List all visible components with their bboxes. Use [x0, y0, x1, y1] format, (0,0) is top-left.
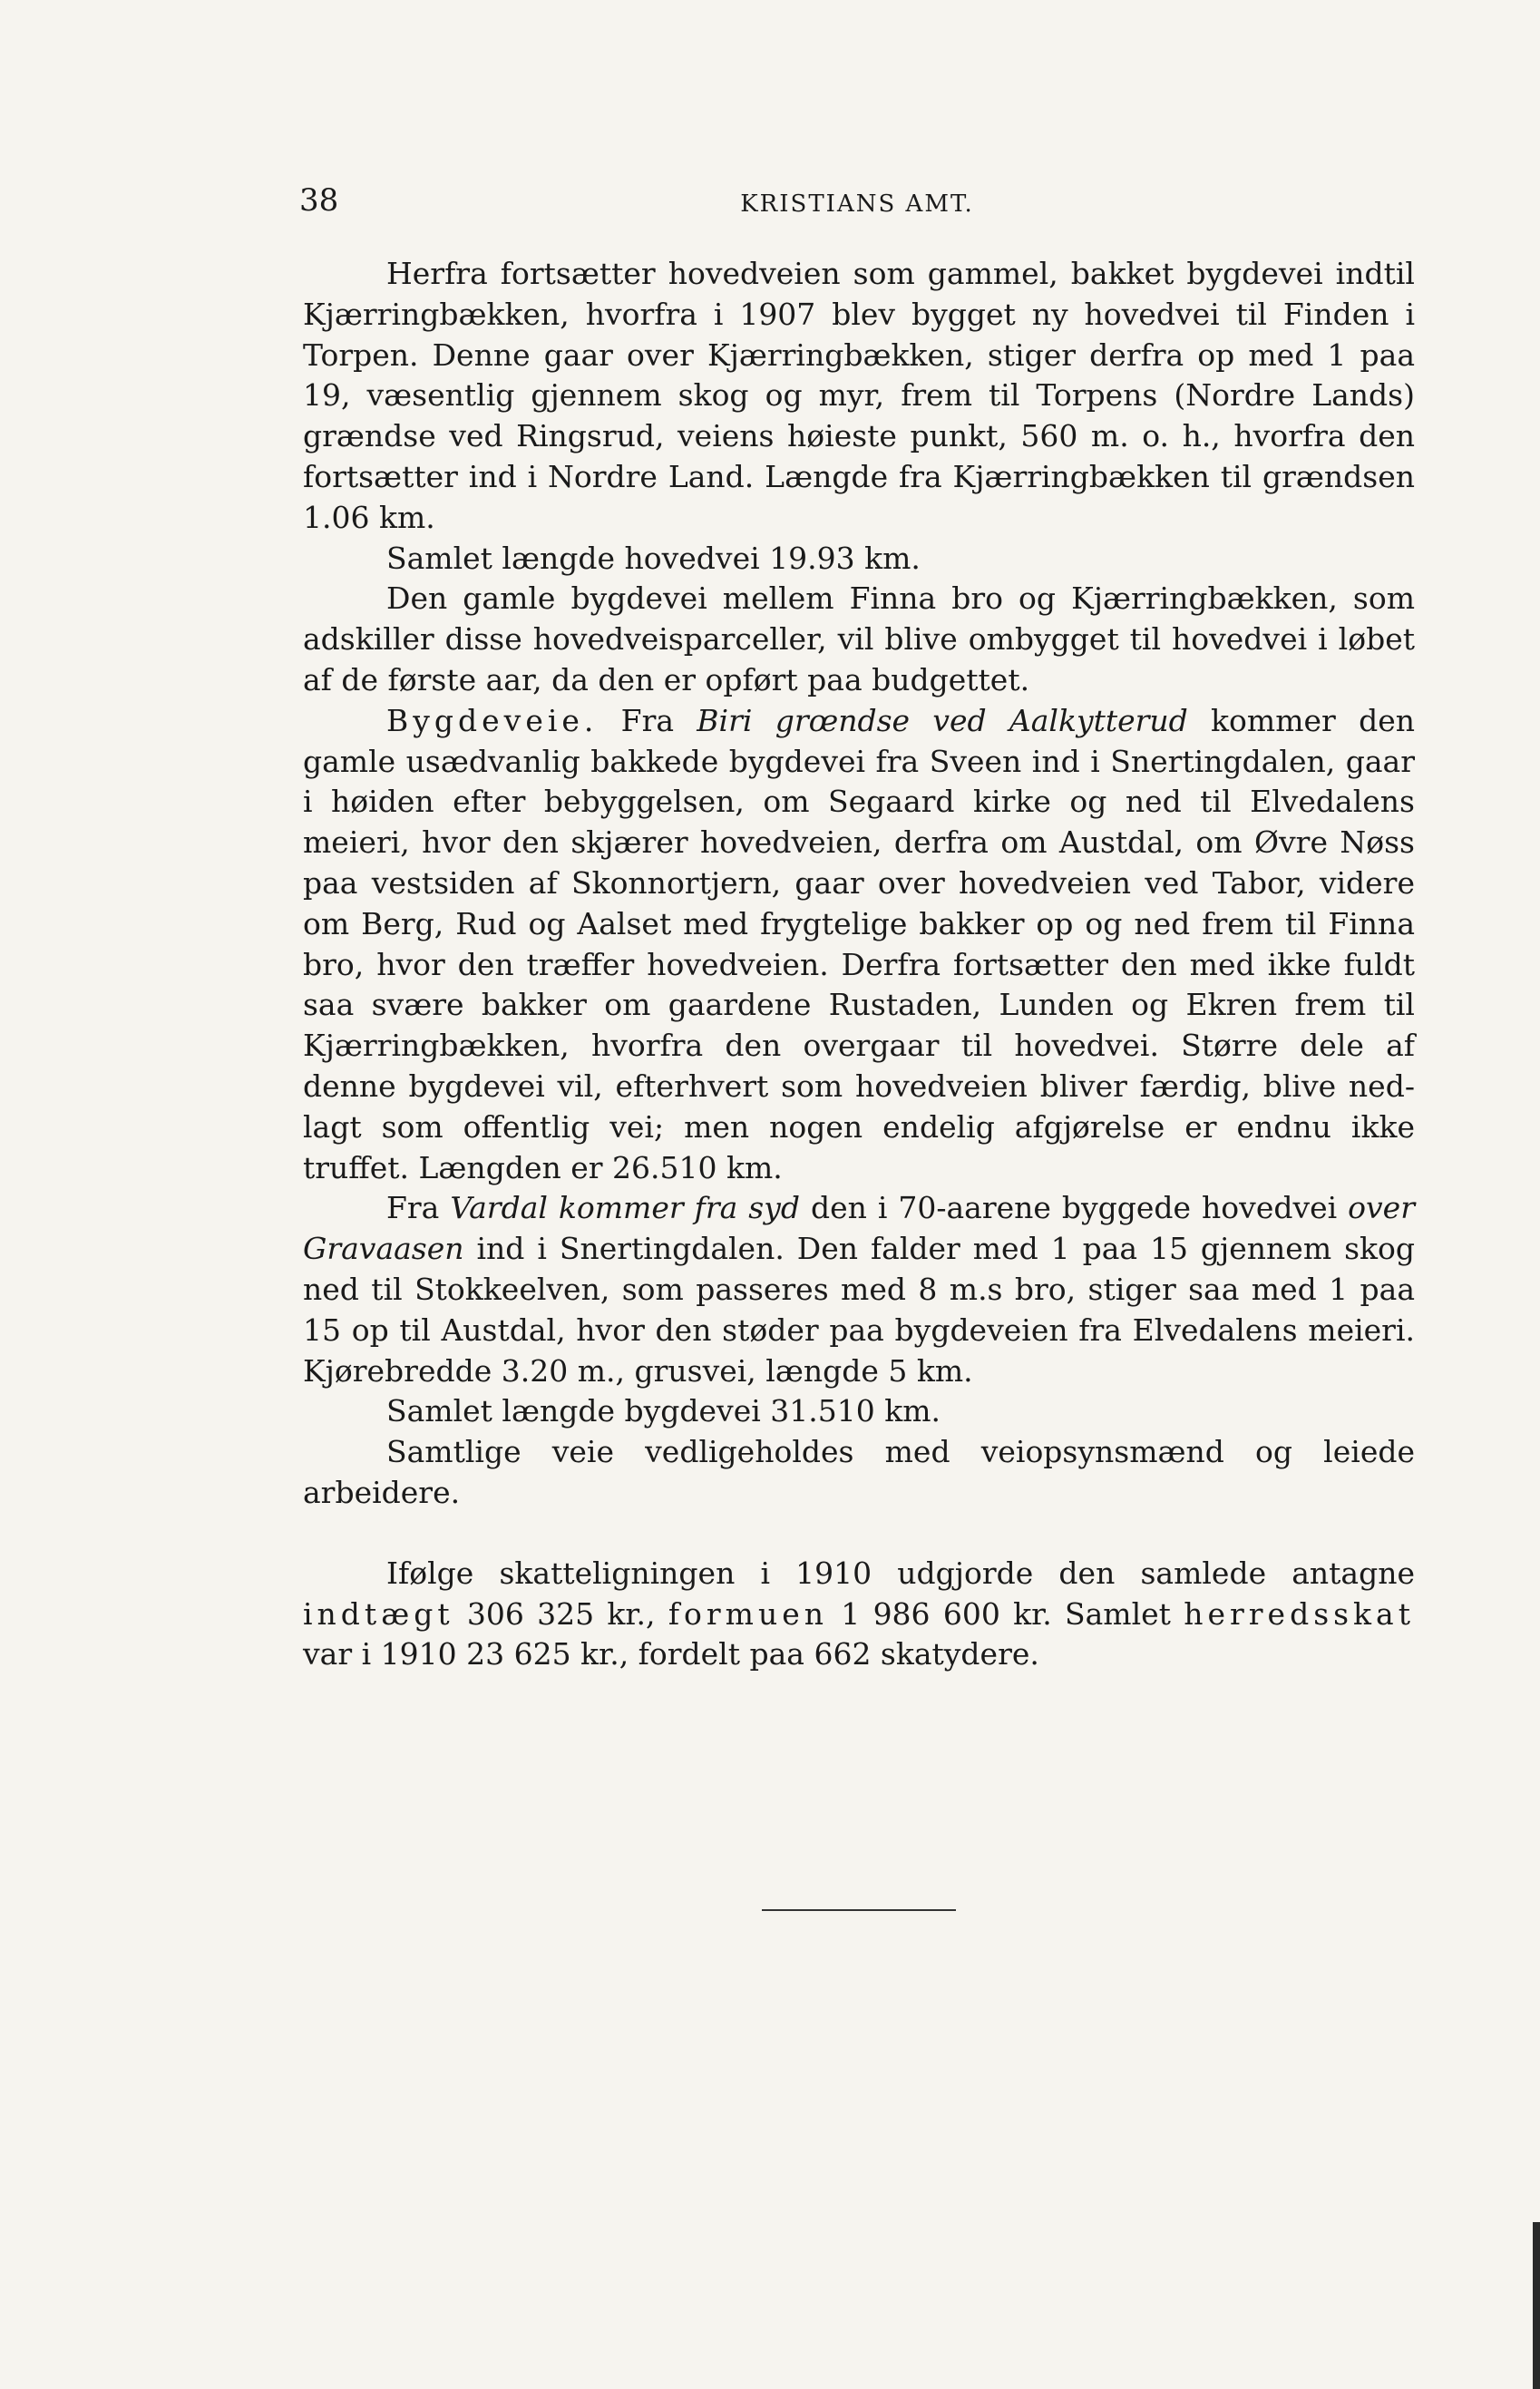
- text-segment: 1 986 600 kr. Samlet: [828, 1595, 1184, 1632]
- paragraph-hovedvei-route: Herfra fortsætter hovedveien som gammel, bakket bygdevei indtil Kjærringbækken, hvorfra i 1907 blev bygget ny hovedvei til Finden i Torpen. Denne gaar over Kjærringbækken, stiger derfra op med 1 paa 19, væsentlig gjennem skog og myr, frem til Torpens (Nordre Lands) grændse ved Ringsrud, veiens høieste punkt, 560 m. o. h., hvorfra den fortsætter ind i Nordre Land. Længde fra Kjærringbækken til grændsen 1.06 km.: [303, 256, 1415, 535]
- scan-edge-mark: [1533, 2222, 1540, 2389]
- running-title: KRISTIANS AMT.: [740, 190, 974, 218]
- text-segment: ind i Snertingdalen. Den falder med 1 paa 15 gjennem skog ned til Stokkeelven, som passeres med 8 m.s bro, stiger saa med 1 paa 15 op til Austdal, hvor den støder paa bygdeveien fra Elvedalens meieri. Kjørebredde 3.20 m., grusvei, længde 5 km.: [303, 1231, 1415, 1389]
- spaced-term-formuen: formuen: [668, 1595, 829, 1632]
- paragraph-tax: [303, 1554, 1415, 1675]
- paragraph-old-bygdevei: Den gamle bygdevei mellem Finna bro og Kjærringbækken, som adskiller disse hovedveisparceller, vil blive ombygget til hovedvei i løbet af de første aar, da den er opført paa budgettet.: [303, 580, 1415, 697]
- text-segment: Ifølge skatteligningen i 1910 udgjorde den samlede antagne: [386, 1555, 1415, 1591]
- italic-place-name: Biri grœndse ved Aalkytterud: [697, 702, 1188, 738]
- section-heading-bygdeveie: Bygdeveie.: [386, 702, 599, 738]
- text-segment: Fra: [386, 1190, 451, 1226]
- paragraph-bygdeveie: [303, 701, 1415, 1189]
- paragraph-maintenance: Samtlige veie vedligeholdes med veiopsynsmænd og leiede arbeidere.: [303, 1434, 1415, 1510]
- text-segment: kommer den gamle usædvanlig bakkede bygdevei fra Sveen ind i Snertingdalen, gaar i høiden efter bebyggelsen, om Segaard kirke og ned til Elvedalens meieri, hvor den skjærer hovedveien, derfra om Austdal, om Øvre Nøss paa vestsiden af Skonnortjern, gaar over hovedveien ved Tabor, videre om Berg, Rud og Aalset med frygtelige bakker op og ned frem til Finna bro, hvor den træffer hovedveien. Derfra fortsætter den med ikke fuldt saa svære bakker om gaardene Rustaden, Lunden og Ekren frem til Kjærringbækken, hvorfra den overgaar til hovedvei. Større dele af denne bygdevei vil, efterhvert som hovedveien bliver færdig, blive nedlagt som offentlig vei; men nogen endelig afgjørelse er endnu ikke truffet. Længden er 26.510 km.: [303, 702, 1415, 1185]
- text-segment: 306 325 kr.,: [453, 1595, 668, 1632]
- section-end-rule: [762, 1909, 956, 1911]
- page-number: 38: [299, 182, 339, 219]
- text-segment: Fra: [598, 702, 697, 738]
- paragraph-vardal-route: [303, 1188, 1415, 1391]
- italic-place-name: over Gravaasen: [303, 1190, 1415, 1267]
- text-segment: var i 1910 23 625 kr., fordelt paa 662 skatydere.: [303, 1636, 1039, 1672]
- paragraph-hovedvei-total: Samlet længde hovedvei 19.93 km.: [386, 540, 921, 576]
- body-text: [303, 254, 1415, 1675]
- italic-place-name: Vardal kommer fra syd: [450, 1190, 800, 1226]
- text-segment: den i 70-aarene byggede hovedvei: [799, 1190, 1349, 1226]
- spaced-term-herredsskat: herredsskat: [1184, 1595, 1415, 1632]
- spaced-term-indtaegt: indtægt: [303, 1595, 454, 1632]
- paragraph-bygdevei-total: Samlet længde bygdevei 31.510 km.: [386, 1393, 941, 1429]
- running-head: [299, 178, 1415, 223]
